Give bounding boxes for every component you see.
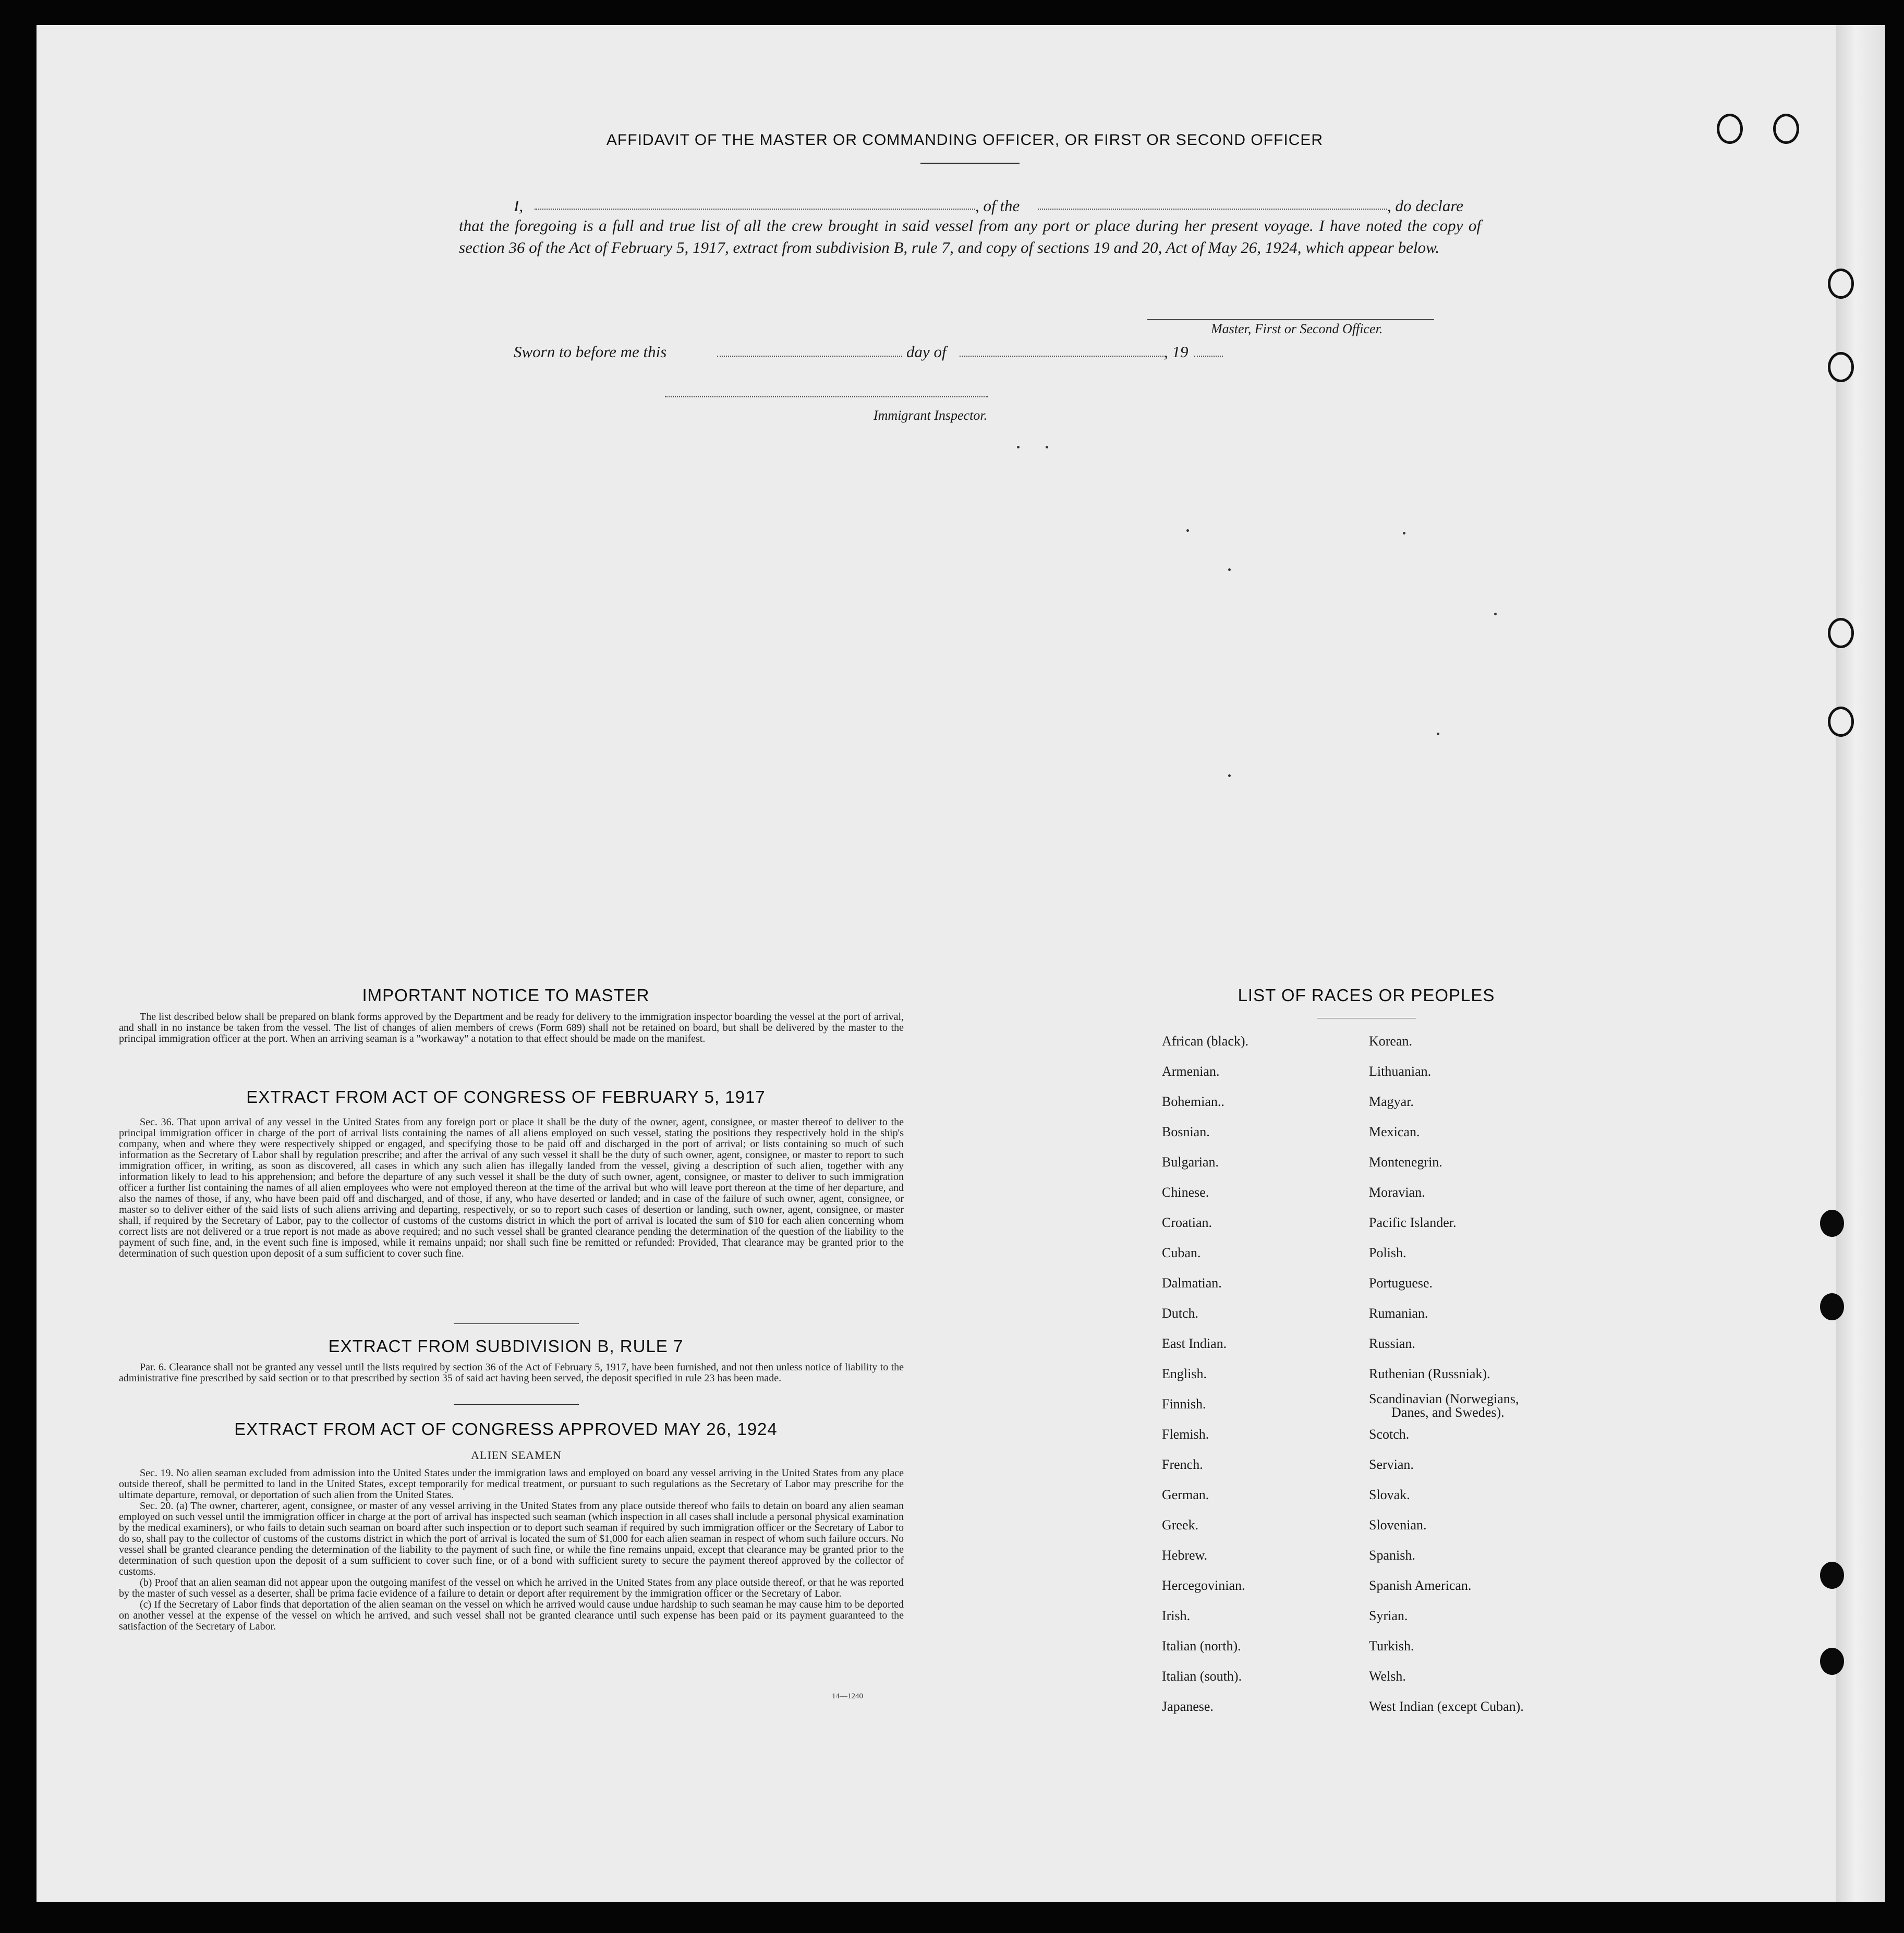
race-item: Italian (south).: [1162, 1669, 1242, 1684]
master-signature-line[interactable]: [1147, 319, 1434, 320]
race-item: Spanish American.: [1369, 1578, 1472, 1593]
binder-hole: [1717, 114, 1743, 144]
race-item: African (black).: [1162, 1034, 1249, 1049]
inspector-signature-line[interactable]: [665, 396, 988, 397]
race-item: Mexican.: [1369, 1124, 1420, 1139]
race-item: Ruthenian (Russniak).: [1369, 1366, 1490, 1381]
race-item: Greek.: [1162, 1517, 1199, 1533]
binder-hole: [1773, 114, 1799, 144]
extract-1924-heading: EXTRACT FROM ACT OF CONGRESS APPROVED MAY 26, 1924: [234, 1419, 778, 1439]
extract-1924-sec20b: (b) Proof that an alien seaman did not appear upon the outgoing manifest of the vessel on which he arrived in the United States from any place outside thereof, or that he was reported by the master of such vessel as a deserter, shall be prima facie evidence of a failure to detain or deport after requirement by the immigration officer or the Secretary of Labor.: [119, 1577, 904, 1599]
race-item: Finnish.: [1162, 1396, 1206, 1412]
race-item: English.: [1162, 1366, 1207, 1381]
binder-hole: [1820, 1562, 1844, 1589]
sworn-year: , 19: [1164, 343, 1189, 361]
race-item: Rumanian.: [1369, 1306, 1428, 1321]
notice-text: [119, 1012, 904, 1044]
race-item: Moravian.: [1369, 1185, 1425, 1200]
race-item: Lithuanian.: [1369, 1064, 1432, 1079]
paper-speck: [1228, 774, 1231, 777]
race-item: Turkish.: [1369, 1638, 1414, 1654]
notice-paragraph: The list described below shall be prepared on blank forms approved by the Department and be ready for delivery to the immigration inspector boarding the vessel at the port of arrival, and shall in no instance be taken from the vessel. The list of changes of alien members of crews (Form 689) shall not be retained on board, but shall be delivered by the master to the principal immigration officer at the port. When an arriving seaman is a "workaway" a notation to that effect should be made on the manifest.: [119, 1011, 904, 1044]
race-item: Armenian.: [1162, 1064, 1220, 1079]
binder-hole: [1828, 707, 1854, 737]
race-item: Hercegovinian.: [1162, 1578, 1245, 1593]
affidavit-i: I,: [514, 197, 524, 215]
extract-1917-text: [119, 1117, 904, 1259]
paper-speck: [1017, 446, 1020, 448]
form-number: 14—1240: [832, 1692, 863, 1700]
race-item: Scandinavian (Norwegians,: [1369, 1391, 1519, 1406]
title-underline: [920, 163, 1020, 164]
extract-rule7-paragraph: Par. 6. Clearance shall not be granted any vessel until the lists required by section 36 of the Act of February 5, 1917, have been furnished, and not then unless notice of liability to the administrative fine prescribed by said section or to that prescribed by section 35 of said act having been served, the deposit specified in rule 23 has been made.: [119, 1361, 904, 1384]
race-item: Dalmatian.: [1162, 1275, 1222, 1291]
affidavit-do-declare: , do declare: [1387, 197, 1464, 215]
race-item: Danes, and Swedes).: [1391, 1405, 1505, 1420]
race-item: Japanese.: [1162, 1699, 1214, 1714]
race-item: Portuguese.: [1369, 1275, 1433, 1291]
race-item: Italian (north).: [1162, 1638, 1241, 1654]
sworn-month-blank[interactable]: [960, 356, 1166, 357]
paper-speck: [1186, 529, 1189, 532]
extract-rule7-heading: EXTRACT FROM SUBDIVISION B, RULE 7: [328, 1336, 684, 1356]
binder-hole: [1820, 1293, 1844, 1320]
alien-seamen-subheading: ALIEN SEAMEN: [471, 1449, 562, 1462]
inspector-label: Immigrant Inspector.: [874, 408, 988, 423]
sworn-day-blank[interactable]: [717, 356, 902, 357]
name-blank[interactable]: [535, 209, 975, 210]
extract-1924-text: [119, 1468, 904, 1632]
race-item: East Indian.: [1162, 1336, 1227, 1351]
affidavit-title: AFFIDAVIT OF THE MASTER OR COMMANDING OFFICER, OR FIRST OR SECOND OFFICER: [606, 131, 1324, 149]
divider: [454, 1404, 579, 1405]
race-item: German.: [1162, 1487, 1209, 1502]
race-item: Servian.: [1369, 1457, 1414, 1472]
race-item: West Indian (except Cuban).: [1369, 1699, 1524, 1714]
sworn-day-of: day of: [906, 343, 947, 361]
extract-1924-sec20a: Sec. 20. (a) The owner, charterer, agent, consignee, or master of any vessel arriving in the United States from any place outside thereof who fails to detain on board any alien seaman employed on such vessel until the immigration officer in charge at the port of arrival has inspected such seaman (which inspection in all cases shall include a personal physical examination by the medical examiners), or who fails to detain such seaman on board after such inspection or to deport such seaman if required by such immigration officer or the Secretary of Labor to do so, shall pay to the collector of customs of the customs district in which the port of arrival is located the sum of $1,000 for each alien seaman in respect of whom such failure occurs. No vessel shall be granted clearance pending the determination of the liability to the payment of such fine, or while the fine remains unpaid, except that clearance may be granted prior to the determination of such question upon the deposit of a sum sufficient to cover such fine, or of a bond with sufficient surety to secure the payment thereof approved by the collector of customs.: [119, 1500, 904, 1577]
races-heading: LIST OF RACES OR PEOPLES: [1238, 986, 1495, 1005]
extract-rule7-text: [119, 1362, 904, 1384]
race-item: Croatian.: [1162, 1215, 1212, 1230]
sworn-prefix: Sworn to before me this: [514, 343, 667, 361]
race-item: Bulgarian.: [1162, 1154, 1219, 1170]
race-item: Spanish.: [1369, 1548, 1415, 1563]
race-item: Korean.: [1369, 1034, 1413, 1049]
race-item: Magyar.: [1369, 1094, 1414, 1109]
extract-1924-sec20c: (c) If the Secretary of Labor finds that deportation of the alien seaman on the vessel on which he arrived would cause undue hardship to such seaman he may cause him to be deported on another vessel at the expense of the vessel on which he arrived, and such vessel shall not be granted clearance until such expense has been paid or its payment guaranteed to the satisfaction of the Secretary of Labor.: [119, 1599, 904, 1632]
binder-hole: [1820, 1648, 1844, 1675]
binder-hole: [1828, 269, 1854, 299]
race-item: Russian.: [1369, 1336, 1415, 1351]
extract-1917-paragraph: Sec. 36. That upon arrival of any vessel in the United States from any foreign port or place it shall be the duty of the owner, agent, consignee, or master thereof to deliver to the principal immigration officer in charge of the port of arrival lists containing the names of all aliens employed on such vessel, stating the positions they respectively hold in the ship's company, when and where they were respectively shipped or engaged, and specifying those to be paid off and discharged in the port of arrival; or lists containing so much of such information as the Secretary of Labor shall by regulation prescribe; and after the arrival of any such vessel it shall be the duty of such owner, agent, consignee, or master to report to such immigration officer, in writing, as soon as discovered, all cases in which any such alien has illegally landed from the vessel, giving a description of such alien, together with any information likely to lead to his apprehension; and before the departure of any such vessel it shall be the duty of such owner, agent, consignee, or master to deliver to such immigration officer a further list containing the names of all alien employees who were not employed thereon at the time of the arrival but who will leave port thereon at the time of her departure, and also the names of those, if any, who have been paid off and discharged, and of those, if any, who have deserted or landed; and in case of the failure of such owner, agent, consignee, or master so to deliver either of the said lists of such aliens arriving and departing, respectively, or so to report such cases of desertion or landing, such owner, agent, consignee, or master shall, if required by the Secretary of Labor, pay to the collector of customs of the customs district in which the port of arrival is located the sum of $10 for each alien concerning whom correct lists are not delivered or a true report is not made as above required; and no such vessel shall be granted clearance pending the determination of the question of the liability to the payment of such fine, and, in the event such fine is imposed, while it remains unpaid; nor shall such fine be remitted or refunded: Provided, That clearance may be granted prior to the determination of such question upon deposit of a sum sufficient to cover such fine.: [119, 1116, 904, 1259]
race-item: Syrian.: [1369, 1608, 1408, 1623]
affidavit-body: that the foregoing is a full and true list of all the crew brought in said vessel from any port or place during her present voyage. I have noted the copy of section 36 of the Act of February 5, 1917, extract from subdivision B, rule 7, and copy of sections 19 and 20, Act of May 26, 1924, which appear below.: [459, 216, 1481, 257]
race-item: Bosnian.: [1162, 1124, 1210, 1139]
divider: [454, 1323, 579, 1324]
race-item: Welsh.: [1369, 1669, 1406, 1684]
paper-speck: [1046, 446, 1048, 448]
race-item: Polish.: [1369, 1245, 1406, 1260]
race-item: Hebrew.: [1162, 1548, 1208, 1563]
vessel-blank[interactable]: [1038, 209, 1387, 210]
extract-1924-sec19: Sec. 19. No alien seaman excluded from admission into the United States under the immigration laws and employed on board any vessel arriving in the United States from any place outside thereof, shall be permitted to land in the United States, except temporarily for medical treatment, or pursuant to such regulations as the Secretary of Labor may prescribe for the ultimate departure, removal, or deportation of such alien from the United States.: [119, 1467, 904, 1501]
extract-1917-heading: EXTRACT FROM ACT OF CONGRESS OF FEBRUARY 5, 1917: [246, 1087, 766, 1107]
race-item: French.: [1162, 1457, 1203, 1472]
binder-hole: [1820, 1210, 1844, 1237]
master-signature-label: Master, First or Second Officer.: [1211, 321, 1383, 336]
race-item: Pacific Islander.: [1369, 1215, 1457, 1230]
race-item: Irish.: [1162, 1608, 1191, 1623]
affidavit-of-the: , of the: [975, 197, 1020, 215]
race-item: Scotch.: [1369, 1427, 1410, 1442]
race-item: Dutch.: [1162, 1306, 1199, 1321]
notice-heading: IMPORTANT NOTICE TO MASTER: [362, 986, 650, 1005]
paper-speck: [1437, 733, 1439, 735]
page-edge: [1836, 25, 1885, 1902]
paper-speck: [1228, 568, 1231, 571]
race-item: Montenegrin.: [1369, 1154, 1442, 1170]
paper-speck: [1403, 532, 1405, 534]
paper-speck: [1494, 613, 1497, 615]
race-item: Slovenian.: [1369, 1517, 1427, 1533]
race-item: Bohemian..: [1162, 1094, 1224, 1109]
binder-hole: [1828, 618, 1854, 648]
sworn-year-blank[interactable]: [1194, 356, 1223, 357]
race-item: Cuban.: [1162, 1245, 1201, 1260]
race-item: Slovak.: [1369, 1487, 1410, 1502]
race-item: Chinese.: [1162, 1185, 1209, 1200]
binder-hole: [1828, 352, 1854, 382]
race-item: Flemish.: [1162, 1427, 1209, 1442]
